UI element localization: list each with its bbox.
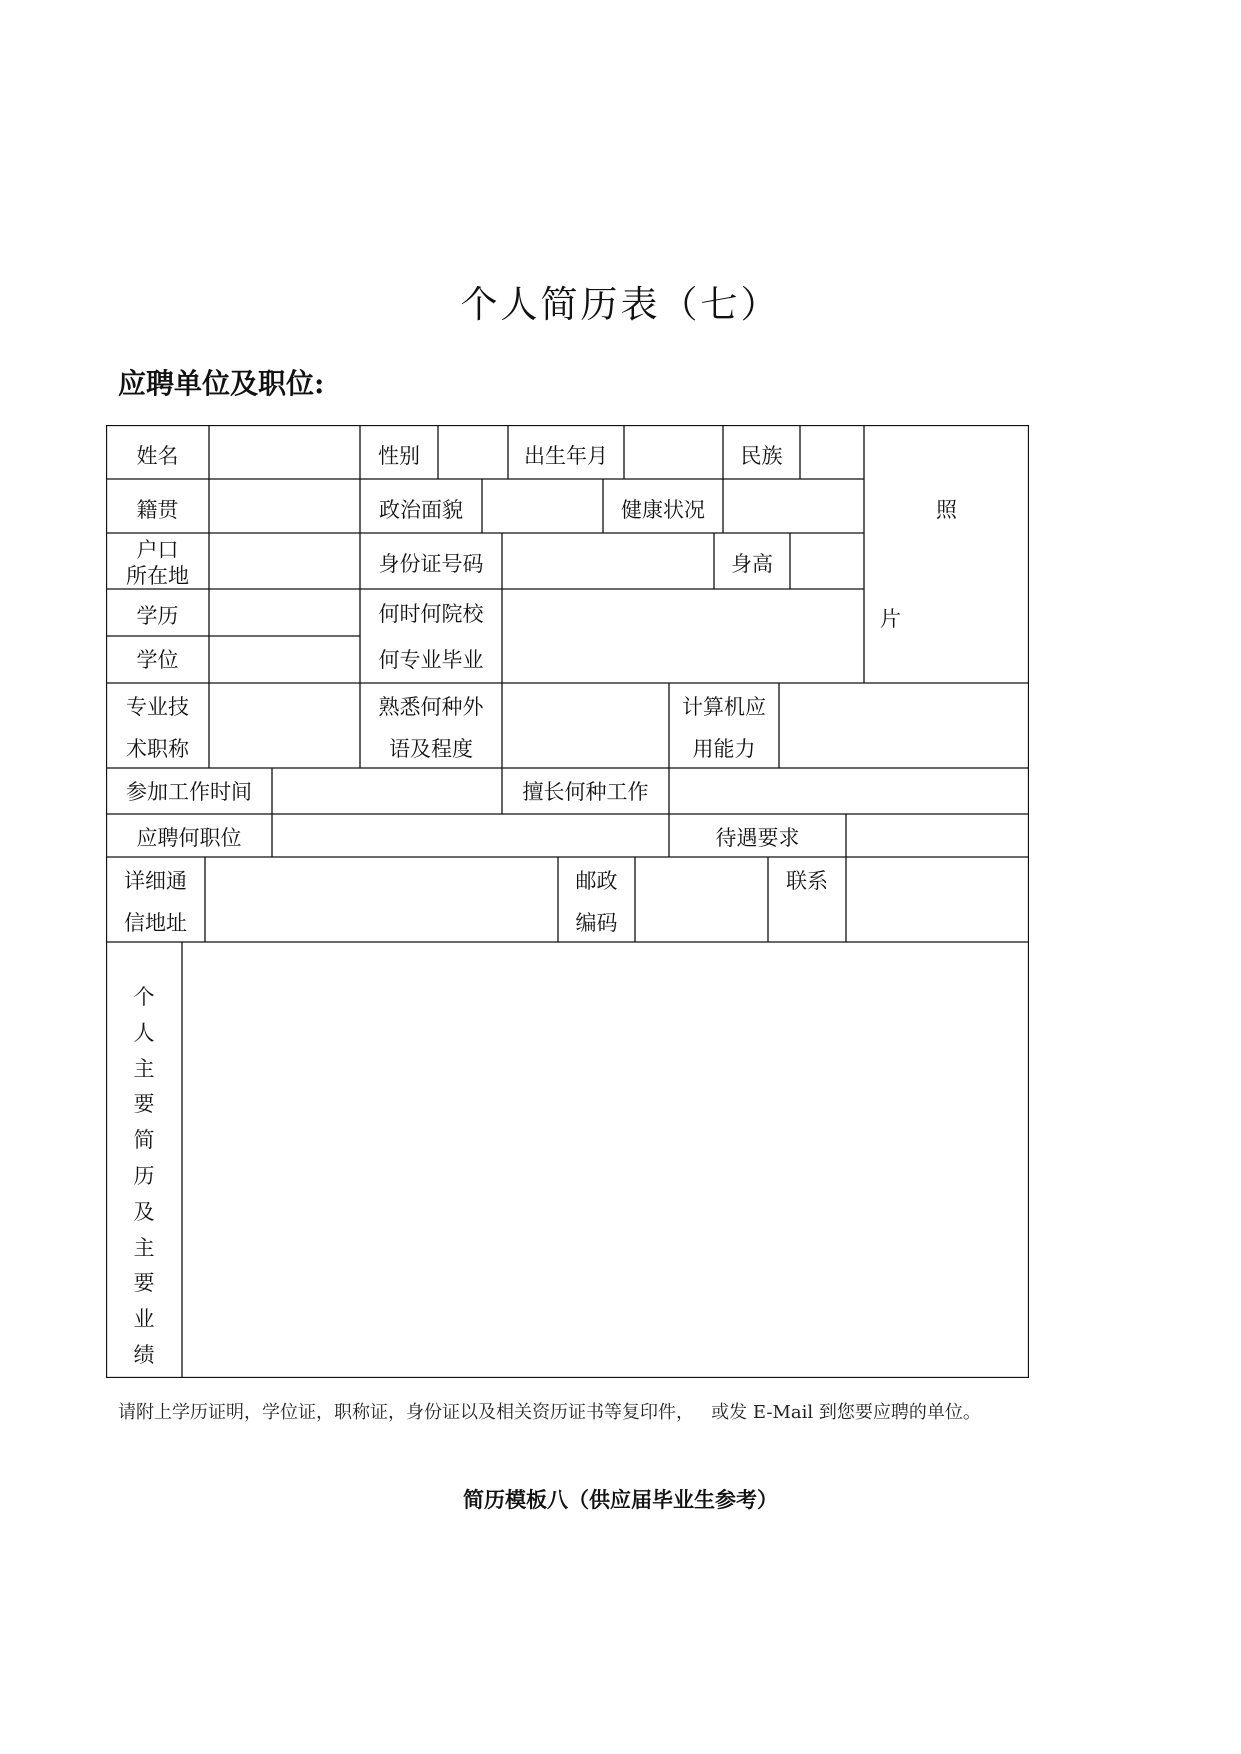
label-language-1: 熟悉何种外 [378,695,484,719]
label-political-status: 政治面貌 [379,498,463,522]
form-grid-lines [106,425,1029,1378]
label-ethnicity: 民族 [740,444,783,468]
label-salary: 待遇要求 [715,826,800,850]
label-contact: 联系 [786,869,828,893]
label-professional-title-2: 术职称 [126,737,189,761]
label-photo-2: 片 [880,607,901,631]
label-work-start: 参加工作时间 [126,780,252,804]
attachment-note: 请附上学历证明，学位证，职称证，身份证以及相关资历证书等复印件， 或发 E-Mail 到您要应聘的单位。 [118,1402,981,1423]
page-title: 个人简历表（七） [460,283,781,326]
label-computer-1: 计算机应 [682,695,766,719]
label-health-status: 健康状况 [621,498,705,522]
label-degree: 学位 [136,648,179,672]
applied-position-heading: 应聘单位及职位: [118,367,325,400]
label-gender: 性别 [378,444,420,468]
label-postal-2: 编码 [575,911,618,935]
label-hukou: 户口 所在地 [126,538,189,589]
resume-form [106,425,1029,1378]
label-address-2: 信地址 [124,911,187,935]
label-resume-achievements: 个 人 主 要 简 历 及 主 要 业 绩 [133,985,155,1367]
label-height: 身高 [731,552,773,576]
label-professional-title-1: 专业技 [126,695,189,719]
label-computer-2: 用能力 [692,737,756,761]
label-native-place: 籍贯 [136,498,179,522]
label-applied-position: 应聘何职位 [136,826,242,850]
label-graduation-2: 何专业毕业 [378,648,484,672]
label-name: 姓名 [136,444,179,468]
label-graduation-1: 何时何院校 [378,602,484,626]
next-template-title: 简历模板八（供应届毕业生参考） [463,1487,778,1512]
label-specialty: 擅长何种工作 [522,780,649,804]
label-birth-date: 出生年月 [524,444,608,468]
label-postal-1: 邮政 [575,869,618,893]
label-address-1: 详细通 [124,869,187,893]
label-education: 学历 [136,604,179,628]
label-language-2: 语及程度 [389,737,473,761]
label-photo-1: 照 [936,498,957,522]
label-id-number: 身份证号码 [378,552,484,576]
